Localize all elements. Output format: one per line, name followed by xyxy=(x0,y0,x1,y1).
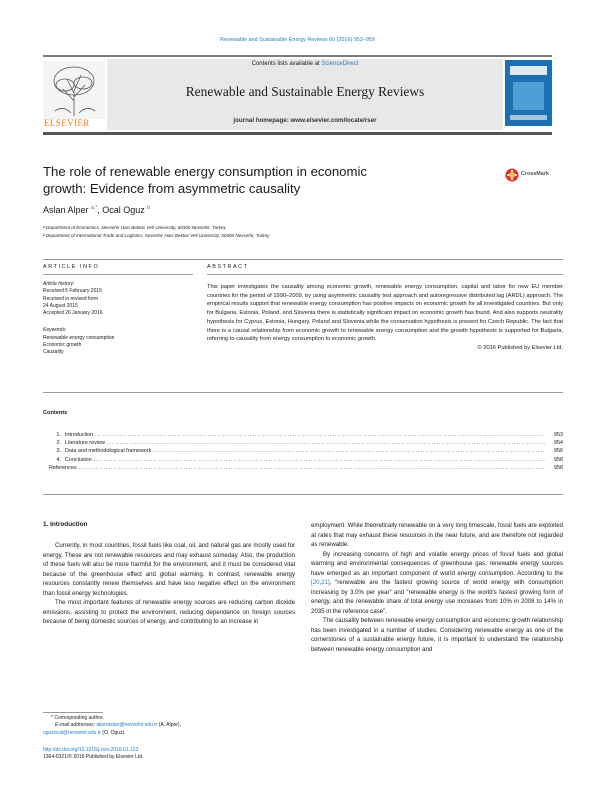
doi-link[interactable]: http://dx.doi.org/10.1016/j.rser.2016.01.123 xyxy=(43,747,139,753)
journal-cover-thumbnail xyxy=(505,60,552,126)
footnotes xyxy=(43,715,295,737)
journal-title: Renewable and Sustainable Energy Reviews xyxy=(185,84,425,99)
article-info-heading: ARTICLE INFO xyxy=(43,264,100,270)
author-name: Aslan Alper xyxy=(43,205,89,215)
journal-banner xyxy=(43,55,552,135)
affiliation-a: ᵃ Department of Economics, Nevsehir Haci Bektas Veli University, 50300 Nevsehir, Turkey xyxy=(43,225,226,230)
article-title: The role of renewable energy consumption in economic growth: Evidence from asymmetric causality xyxy=(43,164,368,196)
paragraph: By increasing concerns of high and volatile energy prices of fossil fuels and global warming and environmental consequences of greenhouse gas, renewable energy sources have emerged as an important component of world energy consumption. According to the [20,21], “renewable are the fastest growing source of world energy with consumption increasing by 3.0% per year” and “renewable energy is the world's fastest growing form of energy, and the renewable share of total energy use increases from 10% in 2008 to 14% in 2035 in the reference case”. xyxy=(311,550,563,615)
sciencedirect-link[interactable]: ScienceDirect xyxy=(321,61,359,67)
doi-block xyxy=(43,747,343,762)
paragraph: The causality between renewable energy consumption and economic growth relationship has been investigated in a number of studies. Considering renewable energy as one of the cornerstones of a sustainable energy future, it is important to understand the relationship between renewable energy consumption and xyxy=(311,617,563,653)
banner-center xyxy=(107,59,503,130)
abstract-heading: ABSTRACT xyxy=(207,264,249,270)
table-of-contents xyxy=(43,431,563,472)
corresponding-author-note: * Corresponding author. xyxy=(51,715,104,721)
crossmark-label: CrossMark xyxy=(521,171,549,177)
crossmark-icon xyxy=(505,168,519,182)
journal-homepage-line: journal homepage: www.elsevier.com/locate/rser xyxy=(233,117,377,124)
paragraph: Currently, in most countries, fossil fuels like coal, oil, and natural gas are mostly used for energy. These are not renewable resources and may exhaust someday. Also, the production of these fuels will also be more harmful for the environment, and it must be considered vital because of the greenhouse effect and global warming. In contrast, renewable energy resources constantly renew themselves and have less negative effect on the environment than fossil energy technologies. xyxy=(43,542,295,597)
abstract-divider xyxy=(207,274,563,275)
article-info-divider xyxy=(43,274,193,275)
email-link[interactable]: alperaslan@nevsehir.edu.tr xyxy=(96,722,158,729)
section-heading-introduction: 1. Introduction xyxy=(43,521,88,528)
keyword: Causality xyxy=(43,349,64,356)
toc-entry[interactable]: 4. Conclusion ..... 958 xyxy=(43,456,563,464)
author-list: Aslan Alper $^{a,*}$, Ocal Oguz $^b$ xyxy=(43,205,151,215)
author-name: Ocal Oguz xyxy=(102,205,145,215)
abstract-copyright: © 2016 Published by Elsevier Ltd. xyxy=(477,344,563,351)
toc-entry[interactable]: 2. Literature review ..... 954 xyxy=(43,439,563,447)
citation-link[interactable]: [20,21] xyxy=(311,579,330,586)
header-divider xyxy=(43,259,563,260)
issn-line: 1364-0321/© 2016 Published by Elsevier Ltd. xyxy=(43,754,144,761)
crossmark-badge[interactable] xyxy=(505,166,555,184)
paragraph: The most important features of renewable energy sources are reducing carbon dioxide emissions, assisting to protect the environment, reducing dependence on foreign sources because of being domestic sources of energy, and contributing to an increase in xyxy=(43,599,295,625)
email-link[interactable]: oguzocal@nevsehir.edu.tr xyxy=(43,729,101,736)
toc-entry-references[interactable]: References ..... 958 xyxy=(43,464,563,472)
keyword: Economic growth xyxy=(43,342,82,349)
keyword: Renewable energy consumption xyxy=(43,334,115,341)
history-item: Received 5 February 2015 xyxy=(43,288,102,295)
email-line: E-mail addresses: alperaslan@nevsehir.edu.tr (A. Alper), xyxy=(55,722,181,729)
history-item: 24 August 2015 xyxy=(43,302,78,309)
contents-divider-bottom xyxy=(43,494,563,495)
body-left-column xyxy=(43,541,295,627)
toc-entry[interactable]: 1. Introduction ..... 953 xyxy=(43,431,563,439)
email-line: oguzocal@nevsehir.edu.tr (O. Oguz). xyxy=(43,729,126,736)
author-affil-mark[interactable]: b xyxy=(147,205,151,211)
running-head: Renewable and Sustainable Energy Reviews 60 (2016) 953–959 xyxy=(220,37,375,43)
affiliation-b: ᵇ Department of International Trade and Logistics, Nevsehir Haci Bektas Veli University, 50300 Nevsehir, Turkey xyxy=(43,233,270,238)
footnote-divider xyxy=(43,712,103,713)
contents-divider-top xyxy=(43,392,563,393)
article-history: Article history: Received 5 February 2015 Received in revised form 24 August 2015 Accepted 26 January 2016 Keywords: Renewable energy consumption Economic growth Causality xyxy=(43,281,193,357)
history-item: Received in revised form xyxy=(43,295,99,302)
abstract-body: This paper investigates the causality among economic growth, renewable energy consumption, capital and labor for new EU member countries for the period of 1990–2009, by using asymmetric causality test approach and autoregressive distributed lag (ARDL) approach. The empirical results support that renewable energy consumption has positive impacts on economic growth for all investigated countries. But only for Bulgaria, Estonia, Poland, and Slovenia there is statistically significant impact on economic growth has found. And also supports neutrality hypothesis for Cyprus, Estonia, Hungary, Poland and Slovenia while the conservation hypothesis is present for Czech Republic. The fact that there is a causal relationship from economic growth to renewable energy consumption and the growth hypothesis is supported for Bulgaria, referring to causality from energy consumption to economic growth. © 2016 Published by Elsevier Ltd. xyxy=(207,284,563,351)
body-right-column xyxy=(311,521,563,654)
author-affil-mark[interactable]: a,* xyxy=(91,205,98,211)
history-item: Accepted 26 January 2016 xyxy=(43,310,103,317)
contents-available-line: Contents lists available at ScienceDirect xyxy=(251,61,359,67)
contents-heading: Contents xyxy=(43,410,68,416)
elsevier-wordmark: ELSEVIER xyxy=(44,118,90,128)
paragraph: employment. While theoretically renewable on a very long timescale, fossil fuels are exploited at rates that may exhaust these resources in the near future, and are therefore not regarded as renewable. xyxy=(311,522,563,548)
toc-entry[interactable]: 3. Data and methodological framework ..... 956 xyxy=(43,447,563,455)
journal-homepage-link[interactable]: www.elsevier.com/locate/rser xyxy=(290,117,377,124)
